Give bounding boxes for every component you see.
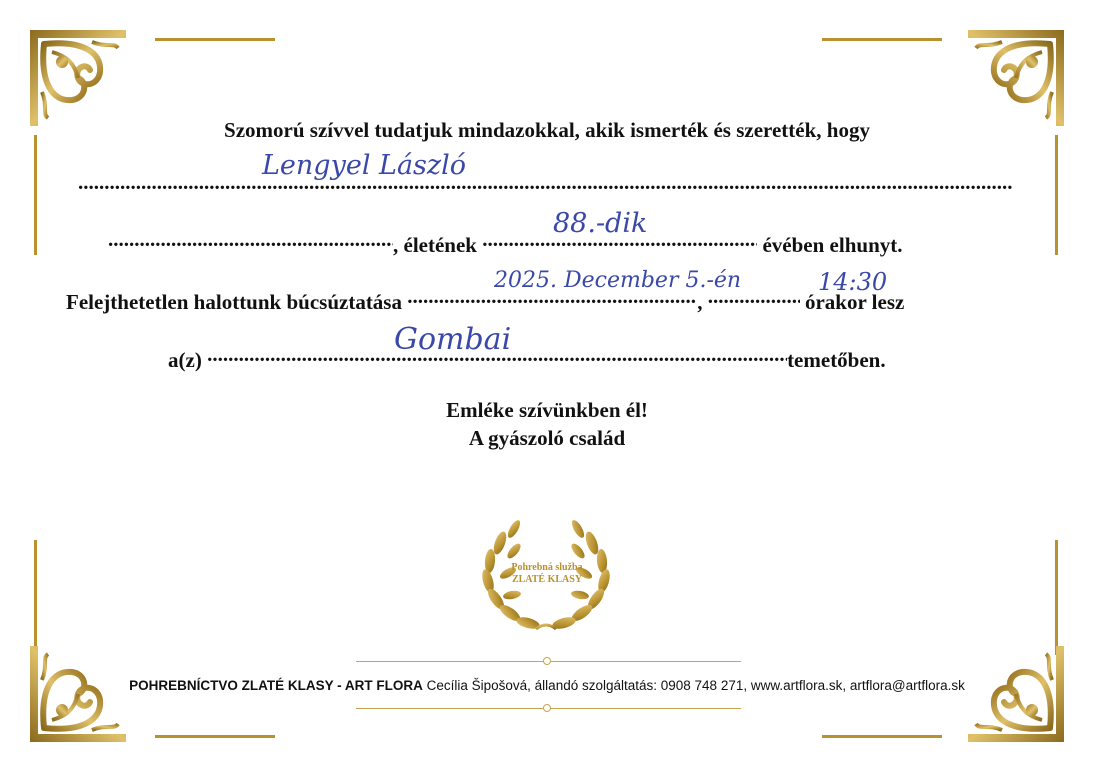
footer-text xyxy=(0,678,1094,693)
frame-right-top-line xyxy=(1055,135,1058,255)
frame-top-right-line xyxy=(822,38,942,41)
cemetery-prefix-text: a(z) xyxy=(168,348,202,372)
frame-left-top-line xyxy=(34,135,37,255)
ceremony-comma-text: , xyxy=(697,290,703,314)
closing-line-1: Emléke szívünkben él! xyxy=(446,398,648,422)
frame-bottom-left-line xyxy=(155,735,275,738)
ceremony-line xyxy=(66,284,904,315)
corner-ornament-bottom-left-icon xyxy=(22,640,132,750)
frame-top-left-line xyxy=(155,38,275,41)
handwritten-date: 2025. December 5.-én xyxy=(494,268,742,293)
age-line xyxy=(108,227,903,258)
ceremony-prefix-text: Felejthetetlen halottunk búcsúztatása xyxy=(66,290,402,314)
handwritten-time: 14:30 xyxy=(818,268,888,296)
corner-ornament-top-right-icon xyxy=(962,22,1072,132)
name-dotted-field xyxy=(78,170,1013,195)
cemetery-suffix-text: temetőben. xyxy=(787,348,886,372)
logo-text-line-2: ZLATÉ KLASY xyxy=(511,574,583,585)
footer-rule-bottom-dot xyxy=(543,704,551,712)
cemetery-line xyxy=(168,342,886,373)
age-prefix-text: , életének xyxy=(393,233,477,257)
corner-ornament-bottom-right-icon xyxy=(962,640,1072,750)
name-line xyxy=(78,170,1013,201)
blank-dotted-field xyxy=(108,227,393,252)
logo-text-line-1: Pohrebná služba xyxy=(511,562,583,573)
age-suffix-text: évében elhunyt. xyxy=(762,233,903,257)
footer-details: Cecília Šipošová, állandó szolgáltatás: 0908 748 271, www.artflora.sk, artflora@artflora.sk xyxy=(422,678,965,693)
frame-bottom-right-line xyxy=(822,735,942,738)
handwritten-age: 88.-dik xyxy=(553,208,648,239)
handwritten-name: Lengyel László xyxy=(262,150,467,181)
closing-line-2: A gyászoló család xyxy=(468,426,626,450)
handwritten-cemetery: Gombai xyxy=(394,322,512,357)
corner-ornament-top-left-icon xyxy=(22,22,132,132)
intro-text: Szomorú szívvel tudatjuk mindazokkal, akik ismerték és szerették, hogy xyxy=(224,118,870,142)
frame-left-bottom-line xyxy=(34,540,37,655)
ceremony-suffix-text: órakor lesz xyxy=(804,290,905,314)
frame-right-bottom-line xyxy=(1055,540,1058,655)
footer-company: POHREBNÍCTVO ZLATÉ KLASY - ART FLORA xyxy=(129,678,423,693)
footer-rule-top-dot xyxy=(543,657,551,665)
